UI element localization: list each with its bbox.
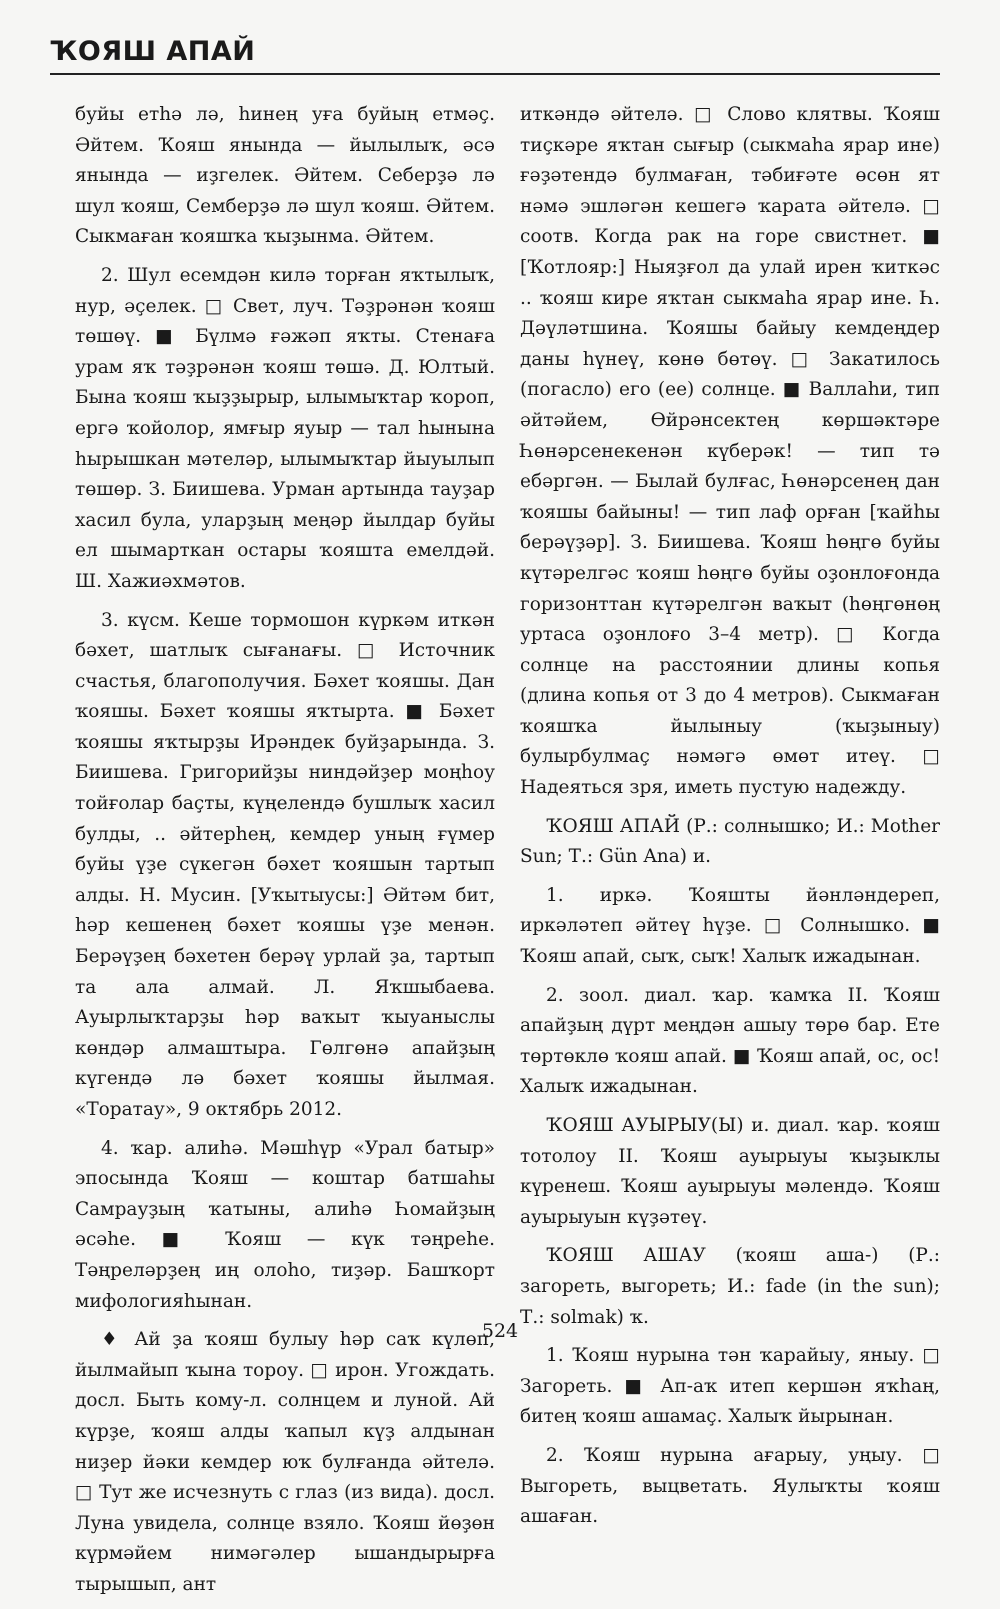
- left-column: [75, 100, 495, 1609]
- paragraph: буйы етhә лә, hинең уға буйың етмәҫ. Әйтем. Ҡояш янында — йылылыҡ, әсә янында — иҙгелек. Әйтем. Себерҙә лә шул ҡояш, Семберҙә лә шул ҡояш. Әйтем. Сыкмаған ҡояшҡа ҡыҙынма. Әйтем.: [75, 104, 495, 248]
- page-number: 524: [481, 1320, 519, 1342]
- paragraph: ♦ Ай ҙа ҡояш булыу hәр саҡ күлөп, йылмайып ҡына тороу. □ ирон. Угождать. досл. Быть кому-л. солнцем и луной. Ай күрҙе, ҡояш алды ҡапыл күҙ алдынан ниҙер йәки кемдер юҡ булғанда әйтелә. □ Тут же исчезнуть с глаз (из вида). досл. Луна увидела, солнце взяло. Ҡояш йөҙөн күрмәйем нимәгәлер ышандырырға тырышып, ант: [75, 1329, 495, 1595]
- paragraph: 1. Ҡояш нурына тән ҡарайыу, яныу. □ Загореть. ■ Ап-аҡ итеп кершән яҡhаң, битең ҡояш ашамаҫ. Халыҡ йырынан.: [520, 1345, 940, 1428]
- paragraph: 1. иркә. Ҡояшты йәнләндереп, иркәләтеп әйтеү hүҙе. □ Солнышко. ■ Ҡояш апай, сыҡ, сыҡ! Халыҡ ижадынан.: [520, 884, 940, 968]
- paragraph: иткәндә әйтелә. □ Слово клятвы. Ҡояш тиҫкәре яҡтан сығыр (сыкмаhа ярар ине) ғәҙәтендә булмаған, тәбиғәте өсөн ят нәмә эшләгән кешегә ҡарата әйтелә. □ соотв. Когда рак на горе свистнет. ■ [Ҡотлояр:] Ныяҙғол да улай ирен ҡиткәс .. ҡояш кире яҡтан сыкмаhа ярар ине. Һ. Дәүләтшина. Ҡояшы байыу кемдеңдер даны hүнеү, көнө бөтөү. □ Закатилось (погасло) его (ее) солнце. ■ Валлаhи, тип әйтәйем, Өйрәнсектең көршәктәре Һөнәрсенекенән күберәк! — тип тә ебәргән. — Былай булғас, Һөнәрсенең дан ҡояшы байыны! — тип лаф орған [ҡайһы берәүҙәр]. З. Биишева. Ҡояш hөңгө буйы күтәрелгәс ҡояш hөңгө буйы оҙонлоғонда горизонттан күтәрелгән ваҡыт (hөңгөнөң уртаса оҙонлоғо 3–4 метр). □ Когда солнце на расстоянии длины копья (длина копья от 3 до 4 метров). Сыкмаған ҡояшҡа йылыныу (ҡыҙыныу) булырбулмаҫ нәмәгә өмөт итеү. □ Надеяться зря, иметь пустую надежду.: [520, 104, 940, 799]
- entry-heading-paragraph: ҠОЯШ АПАЙ (Р.: солнышко; И.: Mother Sun; Т.: Gün Ana) и.: [520, 815, 940, 868]
- entry-heading-paragraph: ҠОЯШ АШАУ (ҡояш аша-) (Р.: загореть, выгореть; И.: fade (in the sun); Т.: solmak) ҡ.: [520, 1245, 940, 1328]
- paragraph: 2. Шул есемдән килә торған яҡтылыҡ, нур, әҫелек. □ Свет, луч. Тәҙрәнән ҡояш төшөү. ■ Бүлмә ғәжәп яҡты. Стенаға урам яҡ тәҙрәнән ҡояш төшә. Д. Юлтый. Бына ҡояш ҡыҙҙырыр, ылымыҡтар ҡороп, ергә ҡойолор, ямғыр яуыр — тал hынына hырышкан мәтеләр, ылымыҡтар йыуылып төшөр. З. Биишева. Урман артында тауҙар хасил була, уларҙың меңәр йылдар буйы ел шымарткан остары ҡояшта емелдәй. Ш. Хажиәхмәтов.: [75, 264, 495, 592]
- running-header: [50, 36, 940, 75]
- paragraph: 4. ҡар. алиhә. Мәшһүр «Урал батыр» эпосында Ҡояш — коштар батшаhы Самрауҙың ҡатыны, алиhә Һомайҙың әсәhе. ■ Ҡояш — күк тәңреhе. Тәңреләрҙең иң олоhо, тиҙәр. Башҡорт мифологияhынан.: [75, 1137, 495, 1312]
- paragraph: 2. Ҡояш нурына ағарыу, уңыу. □ Выгореть, выцветать. Яулыҡты ҡояш ашаған.: [520, 1444, 940, 1528]
- paragraph: 2. зоол. диал. ҡар. ҡамҡа II. Ҡояш апайҙың дүрт меңдән ашыу төрө бар. Ете төртөклө ҡояш апай. ■ Ҡояш апай, ос, ос! Халыҡ ижадынан.: [520, 984, 940, 1098]
- entry-heading-paragraph: ҠОЯШ АУЫРЫУ(Ы) и. диал. ҡар. ҡояш тотолоу II. Ҡояш ауырыуы ҡыҙыклы күренеш. Ҡояш ауырыуы мәлендә. Ҡояш ауырыуын күҙәтеү.: [520, 1115, 940, 1228]
- paragraph: 3. күсм. Кеше тормошон күркәм иткән бәхет, шатлыҡ сығанағы. □ Источник счастья, благополучия. Бәхет ҡояшы. Дан ҡояшы. Бәхет ҡояшы яҡтырта. ■ Бәхет ҡояшы яҡтырҙы Ирәндек буйҙарында. З. Биишева. Григорийҙы ниндәйҙер моңһоу тойғолар баҫты, күңелендә бушлыҡ хасил булды, .. әйтерhең, кемдер уның ғүмер буйы үҙе сүкегән бәхет ҡояшын тартып алды. Н. Мусин. [Уҡытыусы:] Әйтәм бит, hәр кешенең бәхет ҡояшы үҙе менән. Берәүҙең бәхетен берәү урлай ҙа, тартып та ала алмай. Л. Яҡшыбаева. Ауырлыҡтарҙы hәр ваҡыт ҡыуаныслы көндәр алмаштыра. Гөлгөнә апайҙың күгендә лә бәхет ҡояшы йылмая. «Торатау», 9 октябрь 2012.: [75, 609, 495, 1120]
- header-title: ҠОЯШ АПАЙ: [50, 36, 256, 67]
